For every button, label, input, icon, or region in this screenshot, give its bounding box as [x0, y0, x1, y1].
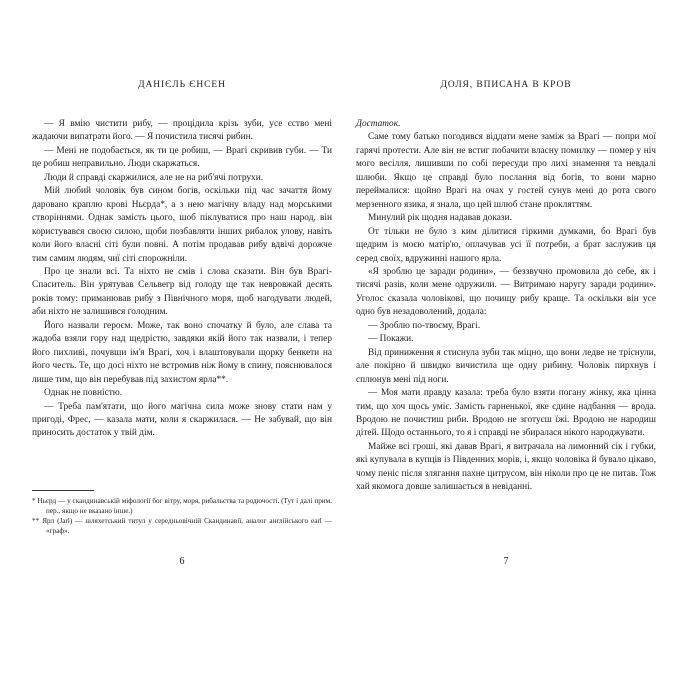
- paragraph: — Моя мати правду казала: треба було взяти погану жінку, яка цінна тим, що хоч щось уміє. Замість гарненької, яке єдине надбання — врода. Вродою не почистиш риби. Вродою не зготуєш їжі. Вродою не народиш дітей. Щодо останнього, то я і справді не збиралася нікого народжувати.: [356, 388, 656, 439]
- left-page-body: [32, 118, 332, 441]
- left-page: [32, 0, 332, 680]
- paragraph: Мій любий чоловік був сином богів, оскільки під час зачаття йому даровано краплю крові Ньєрда*, а з нею магічну владу над морськими створіннями. Однак замість цього, шоб піклуватися про наш народ, він користувався своєю силою, щоби позбавляти інших рибалок улову, навіть коли його власні сіті були повні. А потім продавав рибу вдвічі дорожче тим самим людям, чиї сіті спорожніли.: [32, 186, 332, 264]
- right-page-body: [356, 118, 656, 495]
- page-number: 7: [503, 556, 509, 567]
- running-head-author: ДАНІЄЛЬ ЄНСЕН: [138, 80, 226, 90]
- footnote-rule: [32, 490, 94, 491]
- paragraph: Саме тому батько погодився віддати мене заміж за Врагі — попри мої гарячі протести. Але він не встиг побачити власну помилку — помер у ніч мого весілля, лишивши по собі пересуди про лихі знамення та невдалі шлюби. Якщо це справді було послання від богів, то вони марно переймалися: щойно Врагі на очах у гостей сунув мені до рота свого мерзенного язика, я знала, що цей шлюб стане прокляттям.: [356, 132, 656, 210]
- paragraph: Від приниження я стиснула зуби так міцно, що вони ледве не тріснули, але покірно й швидко вичистила ще одну рибину. Чоловік пирхнув і сплюнув мені під ноги.: [356, 347, 656, 385]
- paragraph: От тільки не було з ким ділитися гіркими думками, бо Врагі був щедрим із моєю матір'ю, оплачував усі її потреби, а брат заслужив ця серед своїх, вдружинні нашого ярла.: [356, 226, 656, 264]
- paragraph: Минулий рік щодня надавав докази.: [368, 213, 512, 224]
- footnotes: [32, 496, 332, 536]
- paragraph: Майже всі гроші, які давав Врагі, я витрачала на лимонний сік і губки, які купувала в купців із Південних морів, і, якщо чоловіка й бувало цікаво, чому пеніс після злягання пахне цитрусом, він ніколи про це не питав. Тож хай якомога довше залишається в невіданні.: [356, 441, 656, 493]
- paragraph: — Мені не подобається, як ти це робиш, — Врагі скривив губи. — Ти це робиш неправильно. Люди скаржаться.: [32, 145, 332, 170]
- paragraph: Однак не повністю.: [44, 388, 123, 399]
- paragraph: — Покажи.: [368, 334, 414, 345]
- paragraph: [356, 118, 656, 131]
- paragraph: — Зроблю по-твоєму, Врагі.: [368, 320, 481, 331]
- paragraph: Люди й справді скаржилися, але не на риб'ячі потрухи.: [44, 172, 264, 183]
- footnote: ** Ярл (Jarl) — шляхетський титул у середньовічній Скандинавії, аналог англійського earl — «граф».: [32, 517, 332, 535]
- paragraph: Про це знали всі. Та ніхто не смів і слова сказати. Він був Врагі-Спаситель. Він урятував Сельвегр від голоду ще так невровжай десять років тому: приманював рибу з Північного моря, щоб нагодувати людей, аби ніхто не залишився голодним.: [32, 266, 332, 318]
- right-page: [356, 0, 656, 680]
- page-number: 6: [179, 556, 185, 567]
- paragraph: — Треба пам'ятати, що його магічна сила може знову стати нам у пригоді, Фрес, — казала мати, коли я скаржилася. — Не забувай, що він приносить достаток у твій дім.: [32, 401, 332, 439]
- paragraph-emphasis: Достаток.: [356, 119, 401, 129]
- running-head-title: ДОЛЯ, ВПИСАНА В КРОВ: [440, 80, 572, 90]
- paragraph: Його назвали героєм. Може, так воно спочатку й було, але слава та жадоба взяли гору над щедрістю, завдяки якій його так назвали, і тепер його пихливі, почувши ім'я Врагі, хоч і влаштовували щорку бенкети на його честь. Те, що досі ніхто не встромив ніж йому в спину, пояснювалося лише тим, що він перебував під захистом ярла**.: [32, 320, 332, 385]
- footnote: * Ньєрд — у скандинавській міфології бог вітру, моря, рибальства та родючості. (Тут і далі прим. пер., якщо не вказано інше.): [32, 497, 332, 515]
- paragraph: — Я вмію чистити рибу, — процідила крізь зуби, усе єство мені жадаючи випатрати його. — Я почистила тисячі рибин.: [32, 119, 332, 143]
- paragraph: «Я зроблю це заради родини», — беззвучно промовила до себе, як і тисячі разів, коли мене одружили. — Витримаю наругу заради родини». Уголос сказала чоловікові, що почищу рибу краще. Та оскільки він усе одно був незадоволений, додала:: [356, 266, 656, 318]
